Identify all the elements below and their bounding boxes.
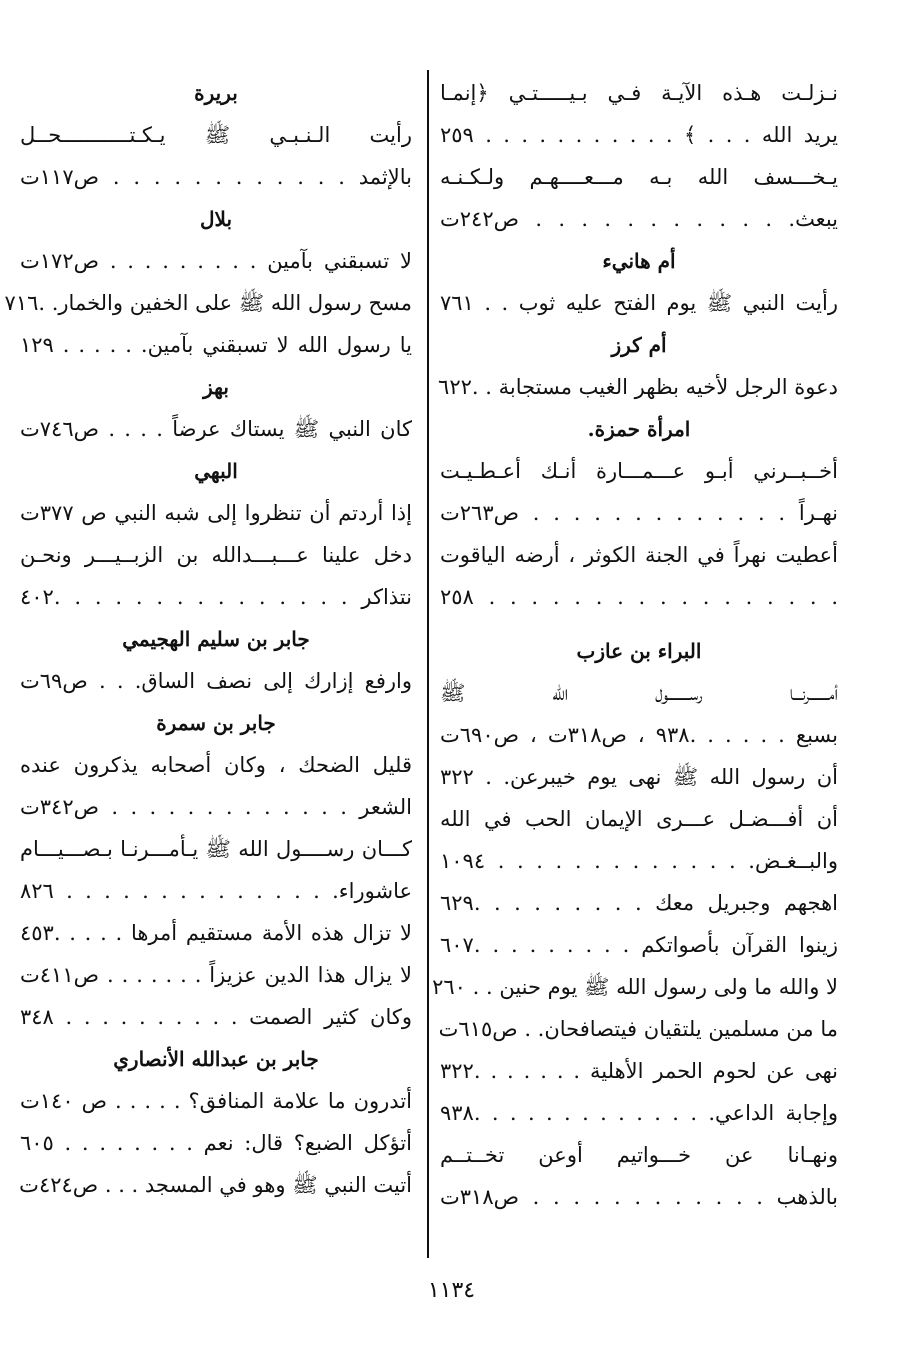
index-entry: دعوة الرجل لأخيه بظهر الغيب مستجابة . .٦٢٢ — [438, 375, 838, 399]
index-entry: . . . . . . . . . . . . . . . . . ٢٥٨ — [440, 585, 838, 609]
index-entry: نهـراً . . . . . . . . . . . . . ص٢٦٣ت — [440, 501, 838, 525]
index-entry: يا رسول الله لا تسبقني بآمين. . . . . . ١٢٩ — [20, 333, 412, 357]
index-entry: قليل الضحك ، وكان أصحابه يذكرون عنده — [20, 753, 412, 777]
index-entry: وكان كثير الصمت . . . . . . . . . . ٣٤٨ — [20, 1005, 412, 1029]
index-entry: ونهـانا عن خـــواتيم أوعن تخــتــم — [440, 1143, 838, 1167]
index-entry: عاشوراء. . . . . . . . . . . . . . . ٨٢٦ — [20, 879, 412, 903]
narrator-heading: بلال — [199, 207, 233, 231]
index-entry: أعطيت نهراً في الجنة الكوثر ، أرضه الياقوت — [440, 543, 838, 567]
index-entry: اهجهم وجبريل معك . . . . . . . . .٦٢٩ — [440, 891, 838, 915]
index-entry: الشعر . . . . . . . . . . . . . ص٣٤٢ت — [20, 795, 412, 819]
narrator-heading: جابر بن سمرة — [156, 711, 276, 735]
column-divider — [427, 70, 429, 1258]
index-entry: بسبع . . . . . .٩٣٨ ، ص٣١٨ت ، ص٦٩٠ت — [440, 723, 838, 747]
narrator-heading: بهز — [203, 375, 229, 399]
index-entry: أخــبــرني أبـو عـــمـــارة أنـك أعـطـيـت — [440, 459, 838, 483]
narrator-heading: جابر بن سليم الهجيمي — [122, 627, 310, 651]
index-entry: يريد الله . . . ﴾ . . . . . . . . . . . ٢٥٩ — [440, 123, 838, 147]
narrator-heading: بريرة — [194, 81, 238, 105]
index-entry: أن رسول الله ﷺ نهى يوم خيبرعن. . ٣٢٢ — [440, 765, 838, 789]
index-entry: نـزلـت هـذه الآيـة فـي بـيـــــتـي ﴿إنمـا — [440, 81, 838, 105]
narrator-heading: جابر بن عبدالله الأنصاري — [113, 1047, 319, 1071]
index-entry: زينوا القرآن بأصواتكم . . . . . . . . .٦٠٧ — [440, 933, 838, 957]
index-entry: كـــان رســــول الله ﷺ يـأمـــرنـا بـصـــيـــام — [20, 837, 412, 861]
index-entry: يـخـــسف الله بـه مـــعــــهـم ولـكـنـه — [440, 165, 838, 189]
narrator-heading: أم كرز — [611, 333, 667, 357]
index-entry: بالذهب . . . . . . . . . . . . ص٣١٨ت — [440, 1185, 838, 1209]
index-entry: كان النبي ﷺ يستاك عرضاً . . . . ص٧٤٦ت — [20, 417, 412, 441]
index-entry: رأيت الـنـبـي ﷺ يـكـتـــــــــــحــل — [20, 123, 412, 147]
narrator-heading: البراء بن عازب — [576, 639, 702, 663]
left-column — [4, 72, 412, 1206]
index-entry: يبعث. . . . . . . . . . . . ص٢٤٢ت — [440, 207, 838, 231]
page-number: ١١٣٤ — [427, 1278, 476, 1303]
index-entry: دخل علينا عـــبـــدالله بن الزبــيـــر ونحـن — [20, 543, 412, 567]
index-entry: والبــغـض. . . . . . . . . . . . . . ١٠٩٤ — [440, 849, 838, 873]
index-entry: أن أفـــضـل عـــرى الإيمان الحب في الله — [440, 807, 838, 831]
index-entry: لا يزال هذا الدين عزيزاً . . . . . . . ص٤١١ت — [20, 963, 412, 987]
index-entry: مسح رسول الله ﷺ على الخفين والخمار. .٧١٦ — [4, 291, 412, 315]
index-entry: وارفع إزارك إلى نصف الساق. . . ص٦٩ت — [20, 669, 412, 693]
index-entry: ما من مسلمين يلتقيان فيتصافحان. . ص٦١٥ت — [438, 1017, 838, 1041]
index-entry: بالإثمد . . . . . . . . . . . . ص١١٧ت — [20, 165, 412, 189]
right-column — [432, 72, 838, 1218]
index-entry: أتدرون ما علامة المنافق؟ . . . . . ص ١٤٠ت — [20, 1089, 412, 1113]
index-entry: رأيت النبي ﷺ يوم الفتح عليه ثوب . . ٧٦١ — [440, 291, 838, 315]
index-entry: لا تسبقني بآمين . . . . . . . . . ص١٧٢ت — [20, 249, 412, 273]
narrator-heading: البهي — [194, 459, 238, 483]
narrator-heading: أم هانيء — [602, 249, 676, 273]
index-entry: نتذاكر . . . . . . . . . . . . . . .٤٠٢ — [20, 585, 412, 609]
index-entry: نهى عن لحوم الحمر الأهلية . . . . . . .٣٢٢ — [440, 1059, 838, 1083]
index-entry: لا تزال هذه الأمة مستقيم أمرها . . . . .٤٥٣ — [20, 921, 412, 945]
index-entry: لا والله ما ولى رسول الله ﷺ يوم حنين . . ٢٦٠ — [432, 975, 838, 999]
index-entry: أتؤكل الضبع؟ قال: نعم . . . . . . . . ٦٠٥ — [20, 1131, 412, 1155]
index-entry: أمـــــــرنـــا رســــــــول الله ﷺ — [440, 681, 838, 705]
index-entry: إذا أردتم أن تنظروا إلى شبه النبي ص ٣٧٧ت — [20, 501, 412, 525]
index-entry: وإجابة الداعي. . . . . . . . . . . . . .٩٣٨ — [440, 1101, 838, 1125]
section-gap — [440, 618, 838, 630]
index-entry: أتيت النبي ﷺ وهو في المسجد . . . ص٤٢٤ت — [19, 1173, 412, 1197]
narrator-heading: امرأة حمزة. — [587, 417, 691, 441]
